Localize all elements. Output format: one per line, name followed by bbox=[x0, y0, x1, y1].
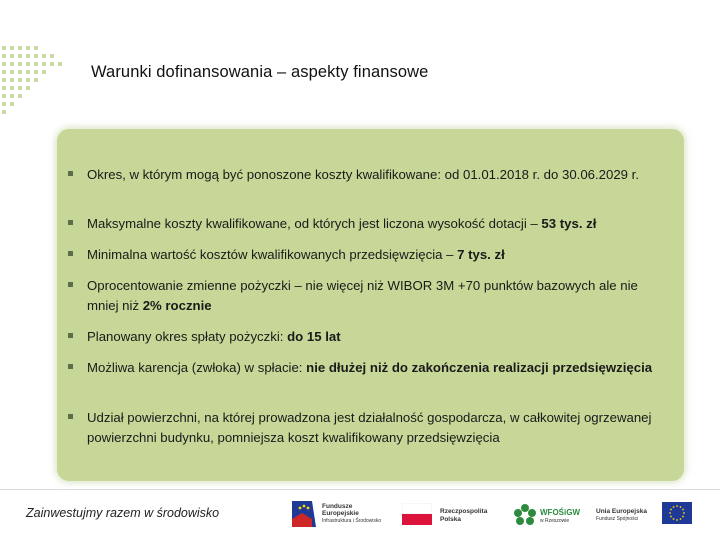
bullet-emphasis: do 15 lat bbox=[287, 329, 341, 344]
square-bullet-icon bbox=[68, 333, 73, 338]
fundusze-europejskie-logo bbox=[290, 497, 385, 531]
fe-line3: Infrastruktura i Środowisko bbox=[322, 518, 382, 524]
bullet-segment: Minimalna wartość kosztów kwalifikowanych przedsięwzięcia – bbox=[87, 247, 458, 262]
wfosigw-emblem-icon bbox=[512, 502, 538, 528]
bullet-segment: Możliwa karencja (zwłoka) w spłacie: bbox=[87, 360, 307, 375]
content-panel bbox=[57, 129, 684, 481]
wfosigw-line2: w Rzeszowie bbox=[540, 518, 570, 524]
bullet-emphasis: nie dłużej niż do zakończenia realizacji przedsięwzięcia bbox=[306, 360, 653, 375]
bullet-segment: Maksymalne koszty kwalifikowane, od których jest liczona wysokość dotacji – bbox=[87, 216, 542, 231]
square-bullet-icon bbox=[68, 282, 73, 287]
ue-line1: Unia Europejska bbox=[596, 508, 647, 515]
bullet-emphasis: 53 tys. zł bbox=[541, 216, 597, 231]
fe-line2: Europejskie bbox=[322, 510, 359, 517]
fe-emblem-icon bbox=[290, 499, 318, 529]
wfosigw-logo bbox=[512, 500, 584, 530]
square-bullet-icon bbox=[68, 414, 73, 419]
bullet-emphasis: 7 tys. zł bbox=[457, 247, 505, 262]
bullet-text bbox=[87, 408, 662, 447]
polish-flag-icon bbox=[402, 503, 432, 525]
bullet-text bbox=[87, 327, 662, 347]
decorative-dot-grid bbox=[0, 40, 70, 120]
square-bullet-icon bbox=[68, 251, 73, 256]
bullet-segment: Planowany okres spłaty pożyczki: bbox=[87, 329, 288, 344]
slide-title: Warunki dofinansowania – aspekty finansowe bbox=[91, 63, 429, 81]
square-bullet-icon bbox=[68, 220, 73, 225]
bullet-text bbox=[87, 165, 662, 185]
wfosigw-line1: WFOŚiGW bbox=[540, 508, 580, 517]
eu-flag-icon bbox=[662, 502, 692, 524]
bullet-segment: Oprocentowanie zmienne pożyczki – nie więcej niż WIBOR 3M +70 punktów bazowych ale nie mniej niż bbox=[87, 278, 638, 313]
square-bullet-icon bbox=[68, 364, 73, 369]
rp-line1: Rzeczpospolita bbox=[440, 508, 488, 515]
bullet-text bbox=[87, 358, 662, 378]
square-bullet-icon bbox=[68, 171, 73, 176]
bullet-text bbox=[87, 214, 662, 234]
bullet-text bbox=[87, 245, 662, 265]
bullet-segment: Okres, w którym mogą być ponoszone koszty kwalifikowane: od 01.01.2018 r. do 30.06.2029 r. bbox=[87, 167, 639, 182]
unia-europejska-logo bbox=[596, 502, 696, 530]
footer-slogan: Zainwestujmy razem w środowisko bbox=[26, 506, 220, 520]
bullet-segment: Udział powierzchni, na której prowadzona jest działalność gospodarcza, w całkowitej ogrzewanej powierzchni budynku, pomniejsza koszt kwalifikowany przedsięwzięcia bbox=[87, 410, 652, 445]
rp-line2: Polska bbox=[440, 516, 461, 523]
fe-line1: Fundusze bbox=[322, 503, 353, 510]
rzeczpospolita-polska-logo bbox=[402, 503, 502, 529]
footer-divider bbox=[0, 489, 720, 490]
ue-line2: Fundusz Spójności bbox=[596, 516, 639, 522]
bullet-emphasis: 2% rocznie bbox=[142, 297, 212, 313]
bullet-text bbox=[87, 276, 662, 315]
